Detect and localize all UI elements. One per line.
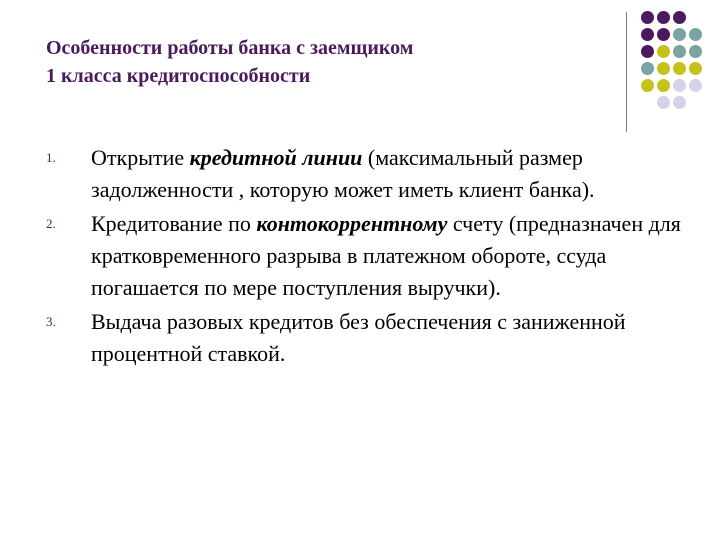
list-item-emphasis: контокоррентному xyxy=(256,211,448,236)
list-item-number: 2. xyxy=(46,216,56,231)
numbered-list xyxy=(46,142,686,372)
dot-olive xyxy=(657,79,670,92)
dot-olive xyxy=(689,62,702,75)
dot-olive xyxy=(673,62,686,75)
slide-title xyxy=(46,34,606,90)
list-item xyxy=(46,306,686,370)
list-item-text-continued: счету (предназначен для кратковременного разрыва в платежном обороте, ссуда погашается по мере поступления выручки). xyxy=(91,211,681,300)
dot-lavender xyxy=(689,79,702,92)
dot-teal xyxy=(673,45,686,58)
list-item-text-continued: (максимальный размер задолженности , которую может иметь клиент банка). xyxy=(91,145,595,202)
list-item-text: Выдача разовых кредитов без обеспечения с заниженной процентной ставкой. xyxy=(91,309,626,366)
dot-teal xyxy=(641,62,654,75)
dot-lavender xyxy=(673,96,686,109)
dot-olive xyxy=(657,62,670,75)
dot-purple xyxy=(657,11,670,24)
dot-olive xyxy=(641,79,654,92)
decorative-divider xyxy=(626,12,627,132)
dot-teal xyxy=(689,45,702,58)
list-item-number: 1. xyxy=(46,150,56,165)
list-item-text: Кредитование по xyxy=(91,211,257,236)
list-item-text: Открытие xyxy=(91,145,190,170)
dot-teal xyxy=(673,28,686,41)
dot-purple xyxy=(657,28,670,41)
list-item xyxy=(46,142,686,206)
dot-teal xyxy=(689,28,702,41)
list-item-number: 3. xyxy=(46,314,56,329)
dot-olive xyxy=(657,45,670,58)
decorative-dot-grid xyxy=(638,8,718,118)
slide-title-line-1: Особенности работы банка с заемщиком xyxy=(46,37,414,59)
list-item-emphasis: кредитной линии xyxy=(189,145,363,170)
dot-purple xyxy=(673,11,686,24)
dot-lavender xyxy=(673,79,686,92)
slide-title-line-2: 1 класса кредитоспособности xyxy=(46,65,311,87)
dot-purple xyxy=(641,45,654,58)
list-item xyxy=(46,208,686,304)
dot-purple xyxy=(641,28,654,41)
dot-purple xyxy=(641,11,654,24)
dot-lavender xyxy=(657,96,670,109)
